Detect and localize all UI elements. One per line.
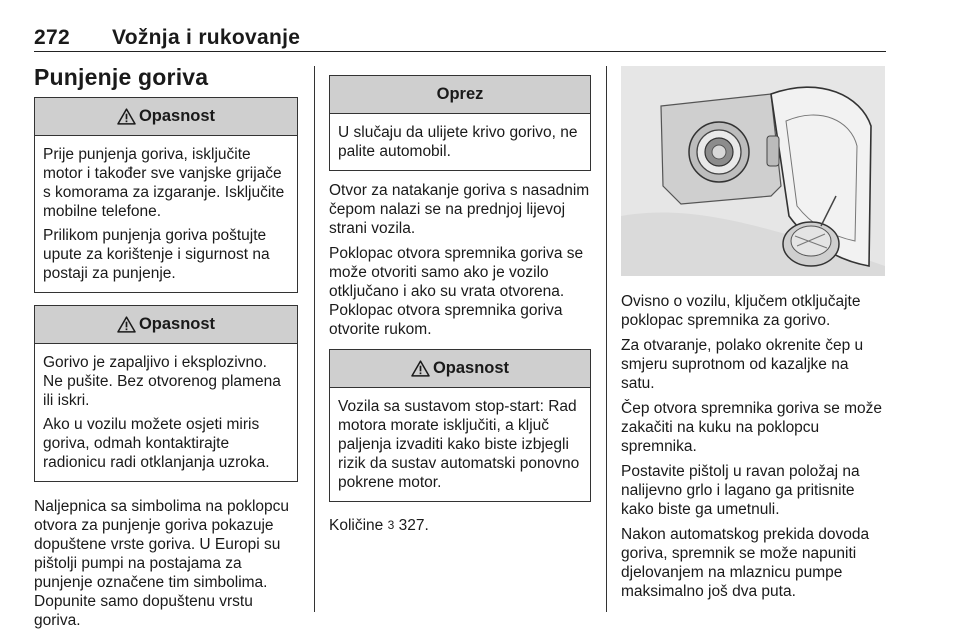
danger-box (34, 305, 298, 482)
caution-box-header (330, 76, 590, 114)
capacity-label: Količine (329, 517, 384, 534)
caution-box-title: Oprez (436, 85, 484, 103)
danger-box-header (35, 306, 297, 344)
body-paragraph: Nakon automatskog prekida dovoda goriva, spremnik se može napuniti djelovanjem na mlaznicu pumpe maksimalno još dva puta. (621, 526, 870, 600)
reference-page-link[interactable]: 327. (398, 517, 429, 534)
body-paragraph: Postavite pištolj u ravan položaj na nalijevno grlo i lagano ga pritisnite kako biste ga umetnuli. (621, 463, 860, 518)
warning-triangle-icon (411, 360, 430, 377)
danger-text: Prije punjenja goriva, isključite motor i također sve vanjske grijače s komorama za izgaranje. Isključite mobilne telefone. (43, 146, 285, 220)
danger-box-header (35, 98, 297, 136)
column-divider (606, 66, 607, 612)
danger-box-body (35, 136, 297, 292)
section-title: Punjenje goriva (34, 64, 209, 90)
danger-box (34, 97, 298, 293)
column-1 (34, 97, 298, 630)
page-number: 272 (34, 26, 70, 49)
column-2 (329, 65, 591, 535)
body-paragraph: Za otvaranje, polako okrenite čep u smjeru suprotnom od kazaljke na satu. (621, 337, 864, 392)
danger-text: Gorivo je zapaljivo i eksplozivno. Ne pušite. Bez otvorenog plamena ili iskri. (43, 354, 281, 409)
reference-arrow-icon: 3 (387, 518, 395, 532)
capacity-reference (329, 516, 591, 535)
page-header (34, 26, 886, 52)
fuel-filler-illustration (621, 66, 885, 276)
danger-box-body (35, 344, 297, 481)
body-paragraph: Otvor za natakanje goriva s nasadnim čepom nalazi se na prednjoj lijevoj strani vozila. (329, 182, 590, 237)
chapter-title: Vožnja i rukovanje (112, 26, 301, 49)
danger-box-body (330, 388, 590, 501)
caution-box-body (330, 114, 590, 170)
body-paragraph: Naljepnica sa simbolima na poklopcu otvora za punjenje goriva pokazuje dopuštene vrste goriva. U Europi su pištolji pumpi na postajama za punjenje označene tim simbolima. Dopunite samo dopuštenu vrstu goriva. (34, 498, 290, 629)
danger-box (329, 349, 591, 502)
warning-triangle-icon (117, 316, 136, 333)
caution-text: U slučaju da ulijete krivo gorivo, ne palite automobil. (338, 124, 578, 160)
warning-triangle-icon (117, 108, 136, 125)
danger-text: Prilikom punjenja goriva poštujte upute za korištenje i sigurnost na postaji za punjenje. (43, 227, 270, 282)
caution-box (329, 75, 591, 171)
column-divider (314, 66, 315, 612)
danger-box-title: Opasnost (432, 359, 510, 377)
danger-box-title: Opasnost (138, 107, 216, 125)
danger-box-title: Opasnost (138, 315, 216, 333)
danger-box-header (330, 350, 590, 388)
body-paragraph: Poklopac otvora spremnika goriva se može otvoriti samo ako je vozilo otključano i ako su vrata otvorena. Poklopac otvora spremnika goriva otvorite rukom. (329, 245, 584, 338)
danger-text: Ako u vozilu možete osjeti miris goriva, odmah kontaktirajte radionicu radi otklanjanja uzroka. (43, 416, 270, 471)
column-3 (621, 66, 885, 601)
danger-text: Vozila sa sustavom stop-start: Rad motora morate isključiti, a ključ paljenja izvaditi kako biste izbjegli rizik da sustav automatski ponovno pokrene motor. (338, 398, 580, 491)
body-paragraph: Ovisno o vozilu, ključem otključajte poklopac spremnika za gorivo. (621, 293, 861, 329)
fuel-cap-drawing (621, 66, 885, 276)
body-paragraph: Čep otvora spremnika goriva se može zakačiti na kuku na poklopcu spremnika. (621, 400, 883, 455)
